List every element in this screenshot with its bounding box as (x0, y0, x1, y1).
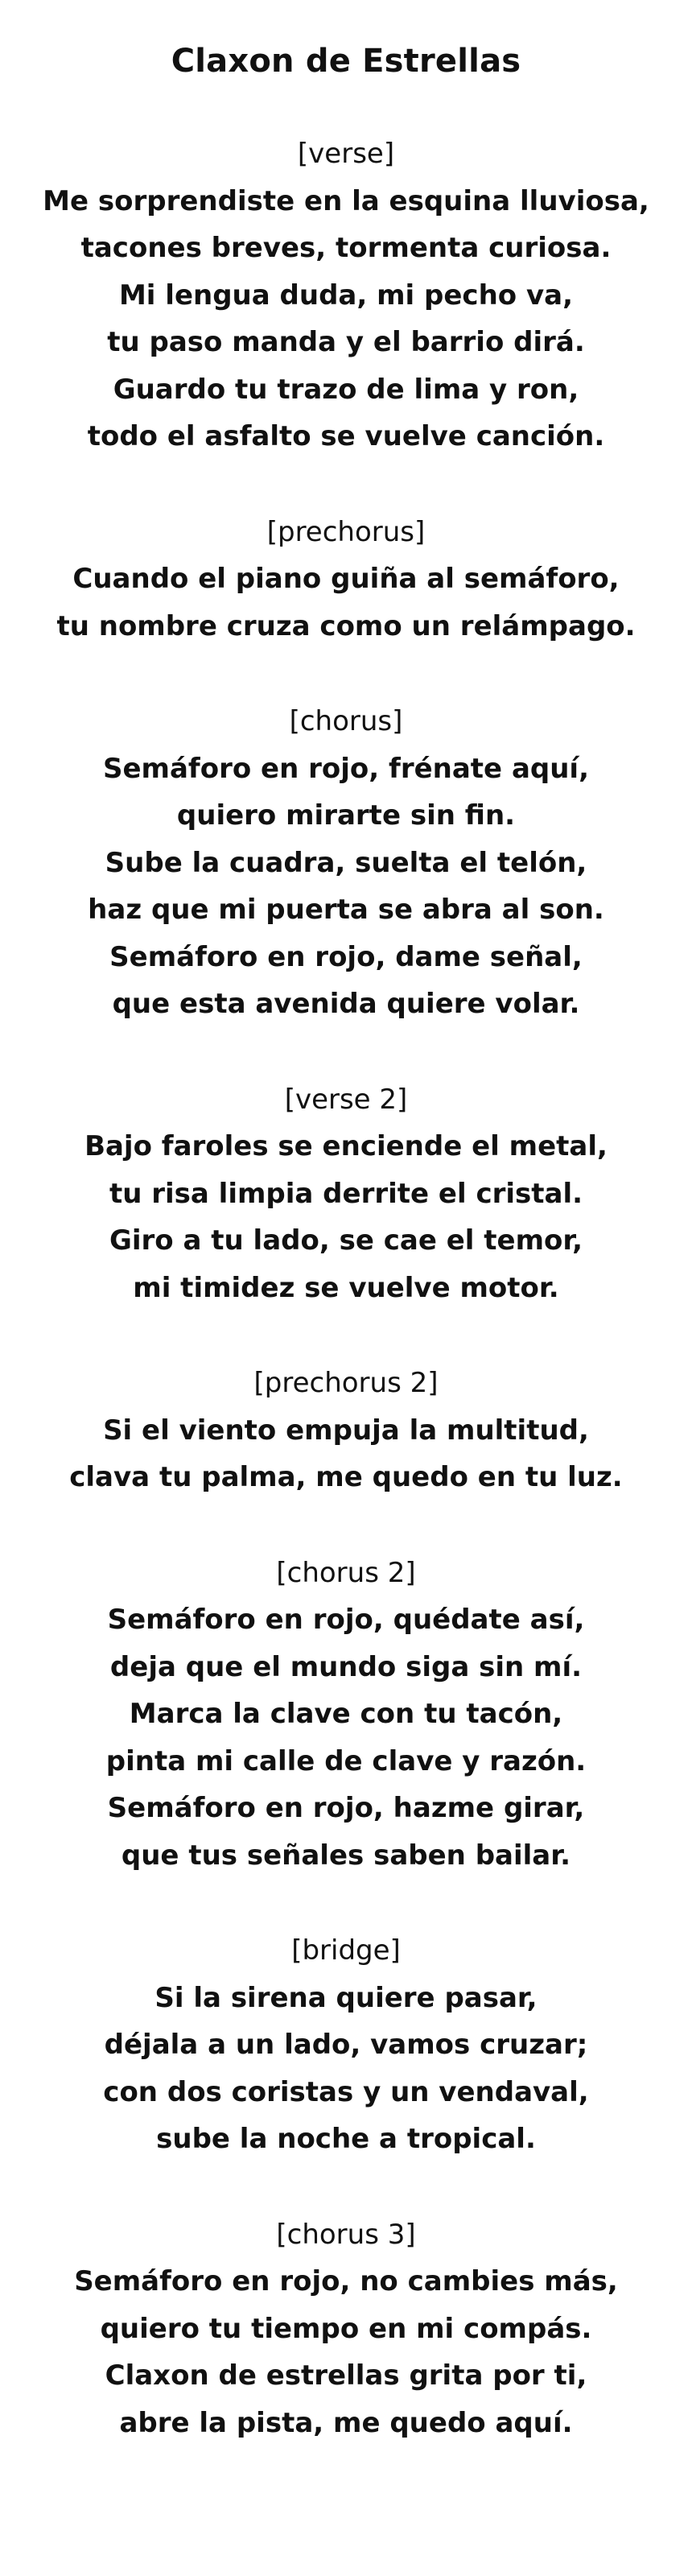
section-tag: [prechorus] (266, 515, 426, 548)
section-tag: [chorus 2] (276, 1556, 416, 1589)
lyrics-section (0, 1076, 692, 1312)
lyric-line: Semáforo en rojo, frénate aquí, (103, 752, 589, 785)
lyric-line: quiero mirarte sin fin. (176, 799, 516, 832)
lyrics-section (0, 698, 692, 1028)
lyric-line: deja que el mundo siga sin mí. (109, 1650, 583, 1683)
lyrics-section (0, 2211, 692, 2447)
lyric-line: Me sorprendiste en la esquina lluviosa, (43, 184, 649, 217)
lyrics-section (0, 1927, 692, 2163)
lyric-line: Giro a tu lado, se cae el temor, (109, 1224, 583, 1257)
lyric-line: Si el viento empuja la multitud, (103, 1414, 589, 1447)
lyric-line: que tus señales saben bailar. (121, 1839, 571, 1872)
lyric-line: quiero tu tiempo en mi compás. (100, 2312, 592, 2345)
lyric-line: tacones breves, tormenta curiosa. (80, 232, 612, 264)
lyric-line: mi timidez se vuelve motor. (133, 1271, 559, 1304)
lyric-line: clava tu palma, me quedo en tu luz. (69, 1461, 623, 1493)
lyric-line: déjala a un lado, vamos cruzar; (104, 2029, 588, 2061)
section-tag: [chorus] (289, 705, 403, 737)
lyric-line: Si la sirena quiere pasar, (154, 1981, 538, 2014)
lyrics-section (0, 509, 692, 650)
lyric-line: Semáforo en rojo, dame señal, (109, 940, 583, 973)
section-tag: [chorus 3] (276, 2218, 416, 2251)
lyric-line: Semáforo en rojo, quédate así, (107, 1604, 585, 1636)
lyric-line: con dos coristas y un vendaval, (103, 2075, 589, 2108)
lyric-line: que esta avenida quiere volar. (112, 988, 580, 1020)
lyric-line: tu nombre cruza como un relámpago. (56, 609, 636, 642)
song-title: Claxon de Estrellas (171, 43, 521, 80)
section-tag: [bridge] (291, 1934, 401, 1967)
lyric-line: sube la noche a tropical. (156, 2123, 536, 2155)
lyric-line: pinta mi calle de clave y razón. (105, 1744, 587, 1777)
lyric-line: tu paso manda y el barrio dirá. (107, 326, 585, 358)
lyric-line: Marca la clave con tu tacón, (129, 1698, 563, 1730)
section-tag: [verse 2] (284, 1083, 408, 1116)
lyric-line: Semáforo en rojo, no cambies más, (74, 2265, 618, 2297)
lyric-line: haz que mi puerta se abra al son. (88, 894, 604, 926)
section-tag: [prechorus 2] (253, 1367, 439, 1399)
lyric-line: abre la pista, me quedo aquí. (119, 2406, 573, 2439)
lyrics-section (0, 1550, 692, 1880)
lyrics-sections (0, 130, 692, 2446)
lyric-line: Cuando el piano guiña al semáforo, (72, 563, 620, 595)
lyric-line: Claxon de estrellas grita por ti, (105, 2359, 587, 2392)
lyrics-section (0, 130, 692, 460)
lyric-line: Bajo faroles se enciende el metal, (84, 1130, 608, 1162)
lyric-line: Sube la cuadra, suelta el telón, (105, 846, 587, 879)
lyric-line: todo el asfalto se vuelve canción. (87, 420, 605, 452)
lyrics-section (0, 1360, 692, 1501)
section-tag: [verse] (297, 138, 395, 170)
lyric-line: Guardo tu trazo de lima y ron, (113, 373, 579, 406)
lyric-line: Mi lengua duda, mi pecho va, (118, 279, 574, 312)
lyric-line: tu risa limpia derrite el cristal. (109, 1177, 583, 1210)
lyric-line: Semáforo en rojo, hazme girar, (107, 1792, 585, 1824)
